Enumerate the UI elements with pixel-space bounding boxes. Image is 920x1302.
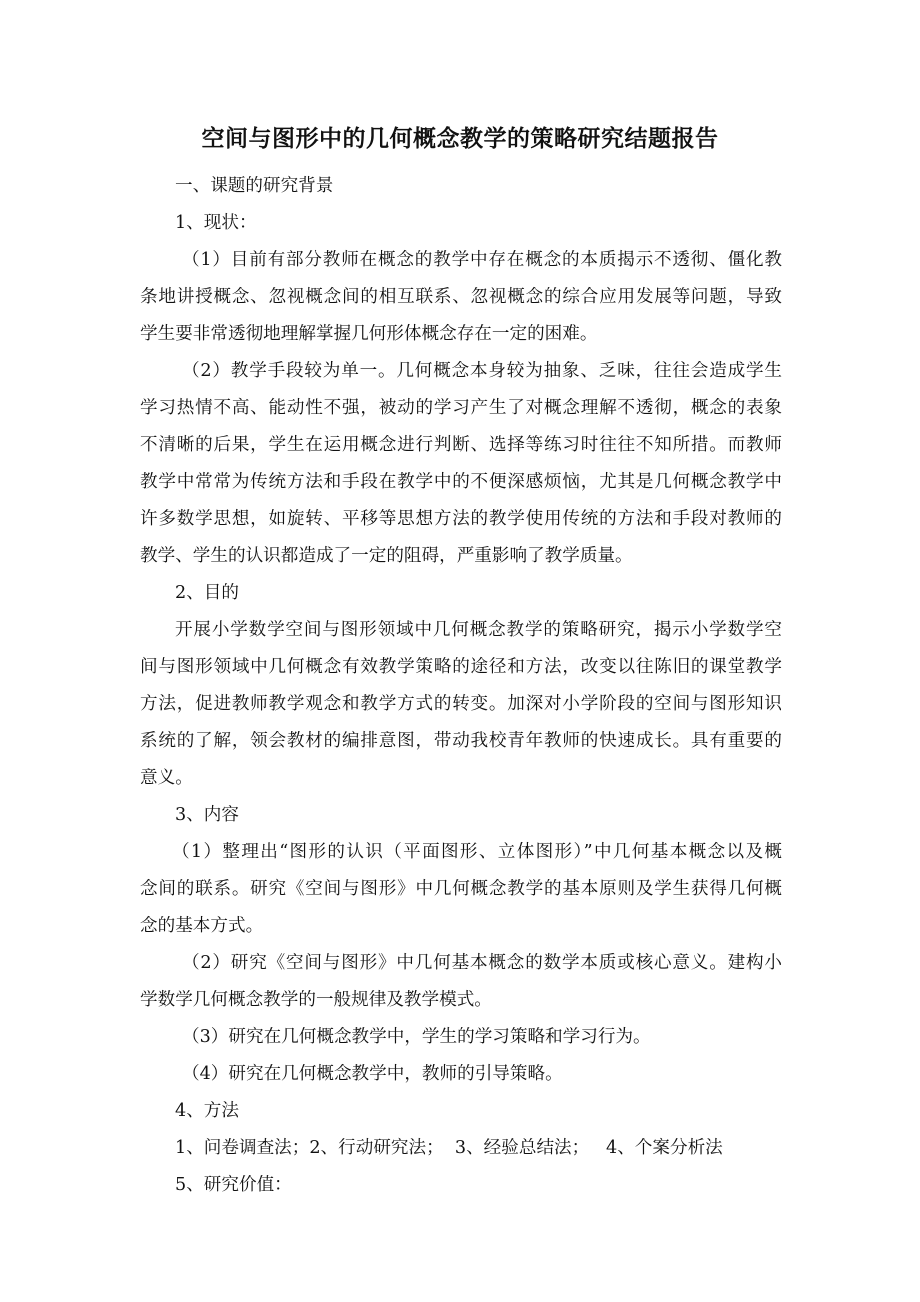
paragraph-line: 条地讲授概念、忽视概念间的相互联系、忽视概念的综合应用发展等问题，导致	[140, 287, 782, 307]
paragraph-line: （2）教学手段较为单一。几何概念本身较为抽象、乏味，往往会造成学生	[182, 361, 782, 381]
subsection-heading-content: 3、内容	[175, 805, 239, 825]
document-title: 空间与图形中的几何概念教学的策略研究结题报告	[201, 126, 719, 152]
paragraph-line: 方法，促进教师教学观念和教学方式的转变。加深对小学阶段的空间与图形知识	[140, 694, 782, 714]
document-body	[140, 168, 782, 1204]
paragraph-line: 念间的联系。研究《空间与图形》中几何概念教学的基本原则及学生获得几何概	[140, 879, 782, 899]
paragraph-line: 念的基本方式。	[140, 916, 264, 936]
paragraph-line: 教学中常常为传统方法和手段在教学中的不便深感烦恼，尤其是几何概念教学中	[140, 472, 782, 492]
paragraph-line: （2）研究《空间与图形》中几何基本概念的数学本质或核心意义。建构小	[182, 953, 782, 973]
paragraph-line: 不清晰的后果，学生在运用概念进行判断、选择等练习时往往不知所措。而教师	[140, 435, 782, 455]
subsection-heading-methods: 4、方法	[175, 1101, 239, 1121]
paragraph-line: 学数学几何概念教学的一般规律及教学模式。	[140, 990, 492, 1010]
paragraph-line: （4）研究在几何概念教学中，教师的引导策略。	[182, 1064, 563, 1084]
section-heading-background: 一、课题的研究背景	[175, 176, 334, 196]
paragraph-line: 学习热情不高、能动性不强，被动的学习产生了对概念理解不透彻，概念的表象	[140, 398, 782, 418]
paragraph-line: （1）目前有部分教师在概念的教学中存在概念的本质揭示不透彻、僵化教	[182, 250, 782, 270]
paragraph-line: 意义。	[140, 768, 193, 788]
paragraph-line: 开展小学数学空间与图形领域中几何概念教学的策略研究，揭示小学数学空	[175, 620, 782, 640]
subsection-heading-status: 1、现状：	[175, 213, 257, 233]
paragraph-line: 教学、学生的认识都造成了一定的阻碍，严重影响了教学质量。	[140, 546, 633, 566]
subsection-heading-value: 5、研究价值：	[175, 1175, 292, 1195]
paragraph-line: （3）研究在几何概念教学中，学生的学习策略和学习行为。	[182, 1027, 651, 1047]
methods-list: 1、问卷调查法；2、行动研究法； 3、经验总结法； 4、个案分析法	[175, 1138, 723, 1158]
subsection-heading-purpose: 2、目的	[175, 583, 239, 603]
paragraph-line: 系统的了解，领会教材的编排意图，带动我校青年教师的快速成长。具有重要的	[140, 731, 782, 751]
paragraph-line: 学生要非常透彻地理解掌握几何形体概念存在一定的困难。	[140, 324, 598, 344]
paragraph-line: （1）整理出“图形的认识（平面图形、立体图形）”中几何基本概念以及概	[172, 842, 782, 862]
paragraph-line: 间与图形领域中几何概念有效教学策略的途径和方法，改变以往陈旧的课堂教学	[140, 657, 782, 677]
paragraph-line: 许多数学思想，如旋转、平移等思想方法的教学使用传统的方法和手段对教师的	[140, 509, 782, 529]
